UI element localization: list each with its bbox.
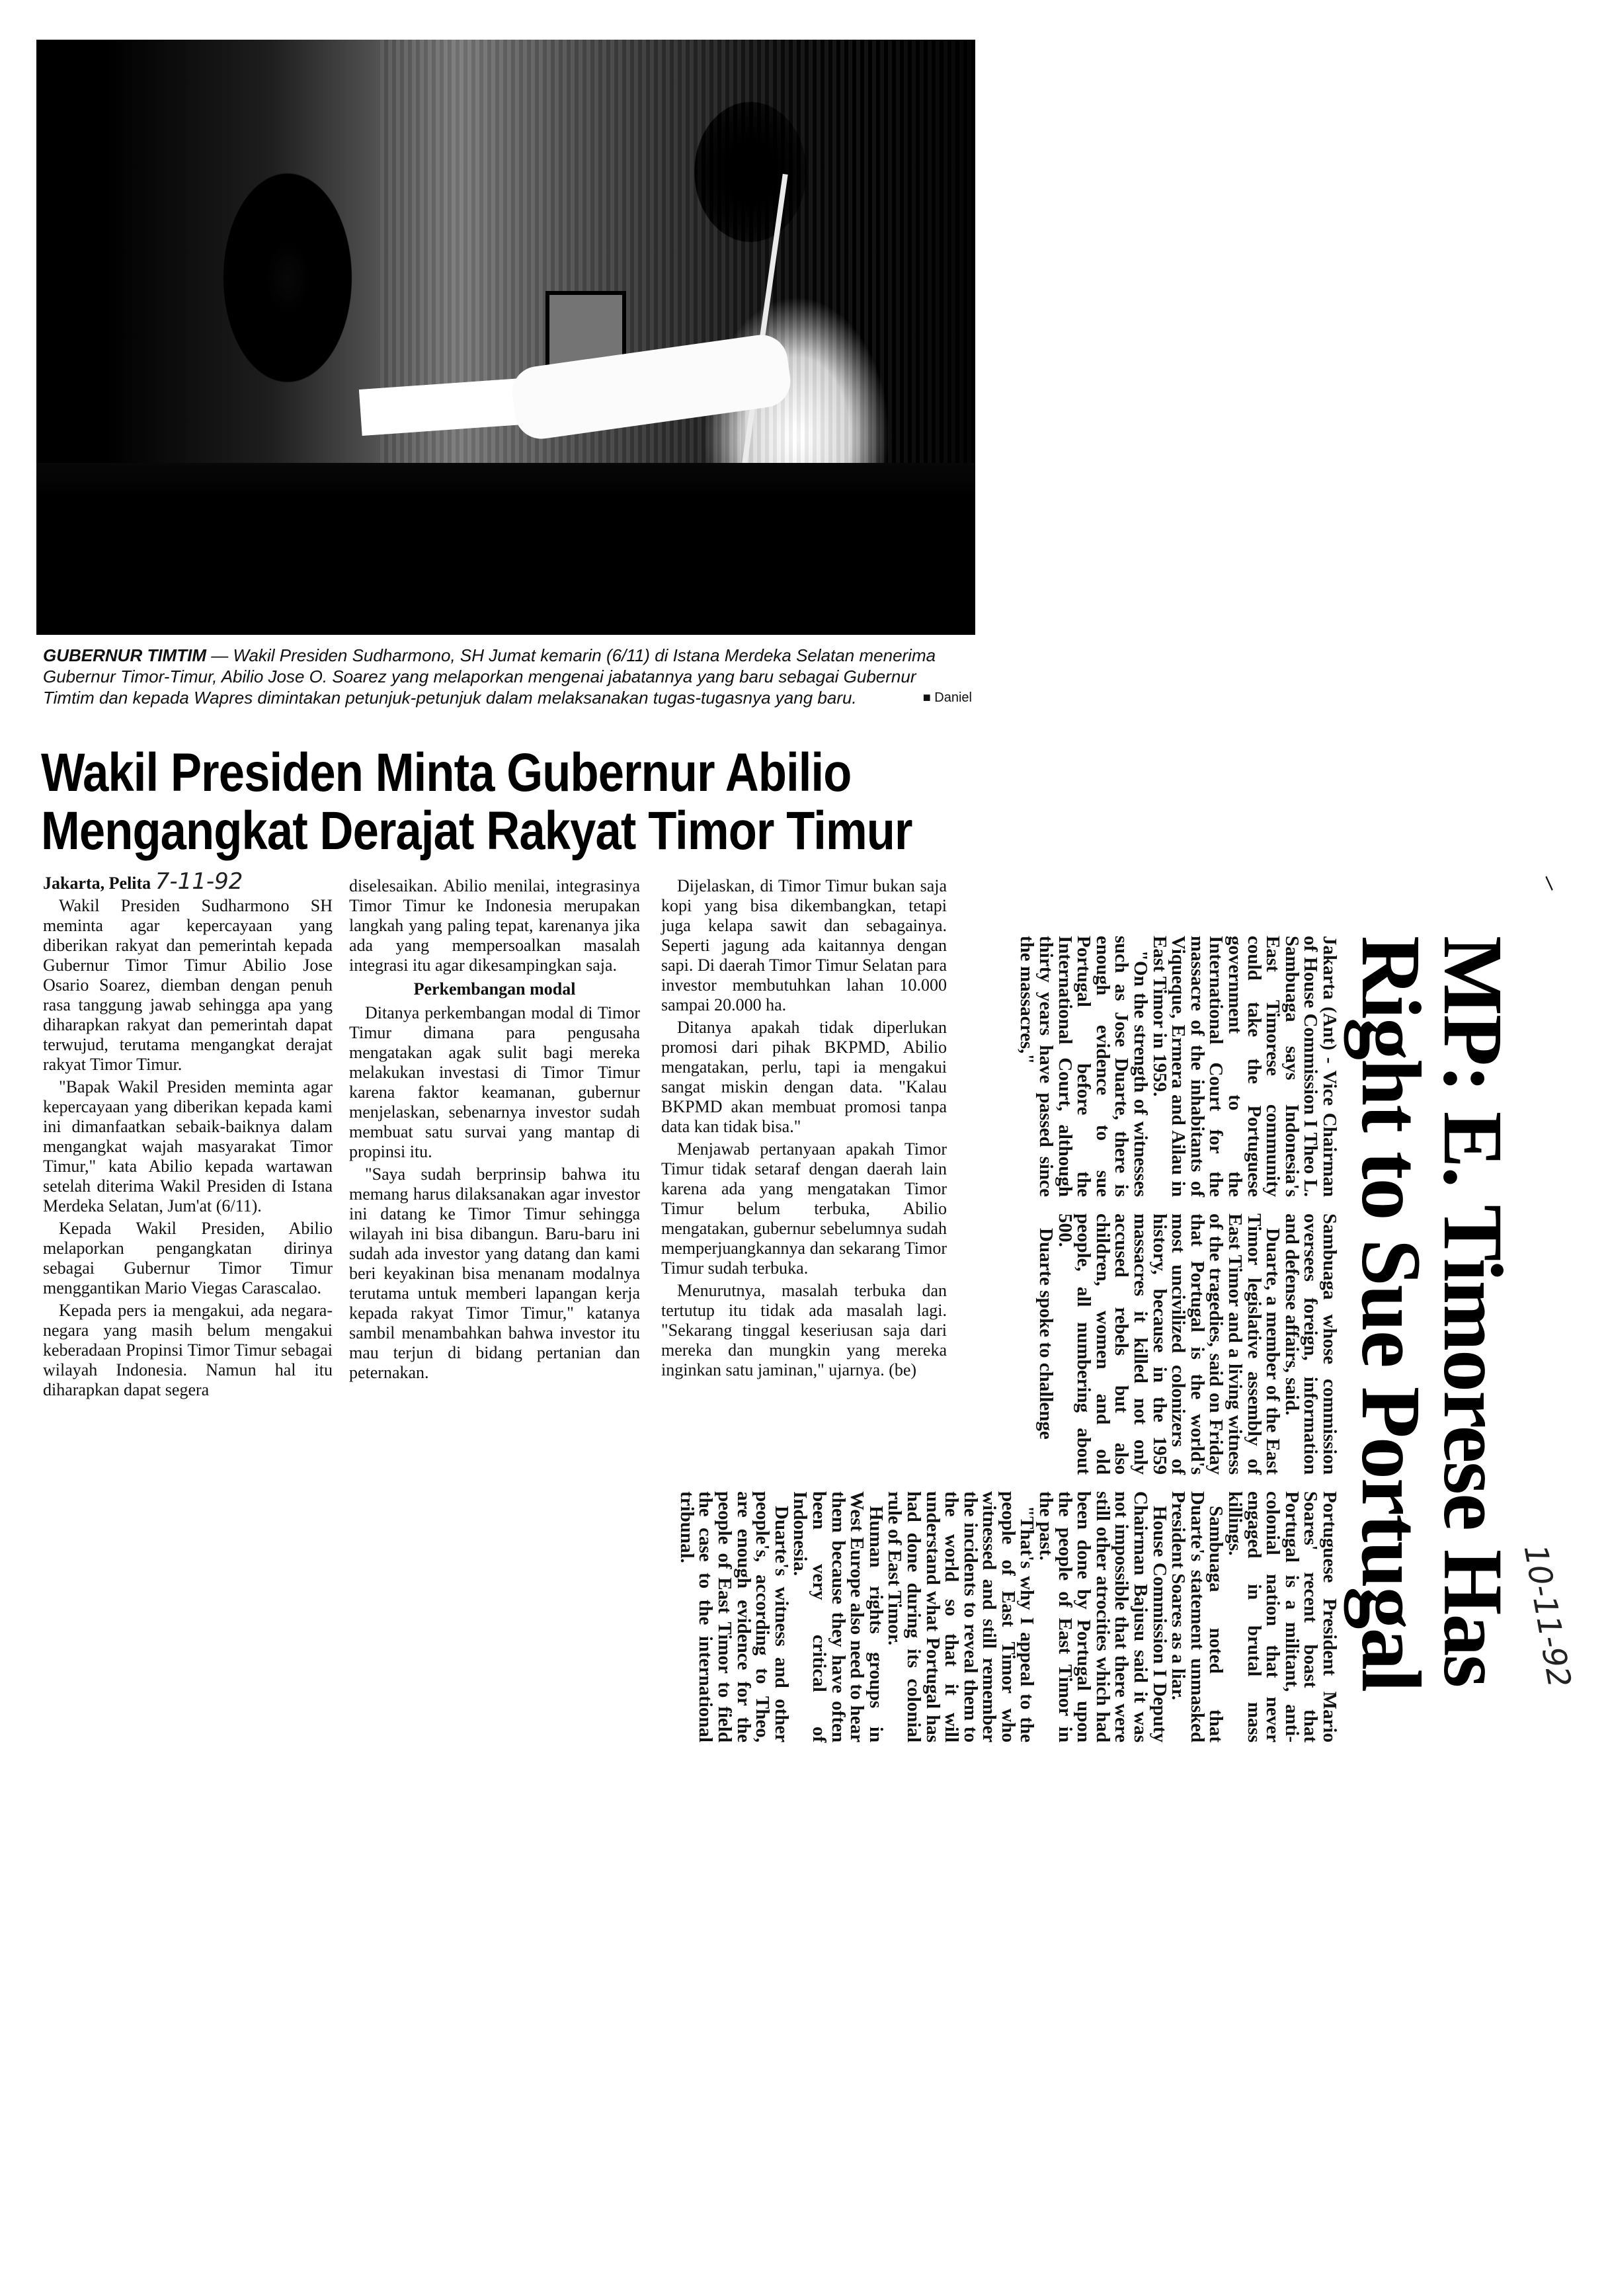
handwritten-date: 7-11-92 <box>155 868 243 895</box>
paragraph: House Commission I Deputy Chairman Bajusu said it was not impossible that there were still other atrocities which had been done by Portugal upon the people of East Timor in the past. <box>1035 1491 1170 1742</box>
paragraph: Menurutnya, masalah terbuka dan tertutup itu tidak ada masalah lagi. "Sekarang tinggal keseriusan saja dari mereka dan mungkin yang mereka inginkan satu jaminan," ujarnya. (be) <box>661 1281 947 1379</box>
headline-en-line2: Right to Sue Portugal <box>1344 936 1438 1691</box>
headline-line2: Mengangkat Derajat Rakyat Timor Timur <box>41 801 912 861</box>
paragraph: Jakarta (Ant) - Vice Chairman of House Commission I Theo L. Sambuaga says Indonesia's East Timorese community could take the Portuguese government to the International Court for the massacre of the inhabitants of Viqueque, Ermera and Ailau in East Timor in 1959. <box>1148 936 1340 1197</box>
stray-mark: / <box>1541 874 1559 894</box>
paragraph: Kepada Wakil Presiden, Abilio melaporkan pengangkatan dirinya sebagai Gubernur Timor Timur menggantikan Mario Viegas Carascalao. <box>43 1219 333 1297</box>
article-en-col3 <box>677 1491 1339 1742</box>
article-en <box>542 922 1578 1749</box>
paragraph: Menjawab pertanyaan apakah Timor Timur tidak setaraf dengan daerah lain karena ada yang mengatakan Timor Timur belum terbuka, Abilio mengatakan, gubernur sebelumnya sudah memperjuangkannya dan sekarang Timor Timur sudah terbuka. <box>661 1139 947 1278</box>
dateline-text: Jakarta, Pelita <box>43 874 151 893</box>
caption-credit: ■ Daniel <box>922 690 972 705</box>
paragraph: Sambuaga noted that Duarte's statement unmasked President Soares as a liar. <box>1168 1491 1227 1742</box>
article-en-col2 <box>1037 1213 1340 1475</box>
handwritten-date-en: 10-11-92 <box>1516 1541 1578 1691</box>
paragraph: "Saya sudah berprinsip bahwa itu memang harus dilaksanakan agar investor ini datang ke Timor Timur sehingga wilayah ini bisa dibangun. Baru-baru ini sudah ada investor yang datang dan kami beri keyakinan bisa menanam modalnya terutama untuk memberi lapangan kerja kepada rakyat Timor Timur," katanya sambil menambahkan bahwa investor itu mau terjun di bidang pertanian dan peternakan. <box>349 1165 640 1382</box>
paragraph: Ditanya perkembangan modal di Timor Timur dimana para pengusaha mengatakan agak sulit bagi mereka melakukan investasi di Timor Timur karena faktor keamanan, gubernur menjelaskan, sebenarnya investor sudah membuat satu survai yang mantap di propinsi itu. <box>349 1003 640 1161</box>
photo-desk <box>36 463 975 635</box>
news-photo <box>36 40 975 635</box>
headline-en-line1: MP: E. Timorese Has <box>1426 936 1520 1687</box>
paragraph: "That's why I appeal to the people of East Timor who witnessed and still remember the incidents to reveal them to the world so that it will understand what Portugal has had done during its colonial rule of East Timor. <box>884 1491 1038 1742</box>
photo-caption <box>43 645 972 708</box>
paragraph: Ditanya apakah tidak diperlukan promosi dari pihak BKPMD, Abilio mengatakan, perlu, tapi ia mengakui sangat miskin dengan data. "Kalau BKPMD akan membuat promosi tanpa data kan tidak bisa." <box>661 1018 947 1136</box>
paragraph: Human rights groups in West Europe also need to hear them because they have often been very critical of Indonesia. <box>789 1491 887 1742</box>
caption-label: GUBERNUR TIMTIM <box>43 645 206 665</box>
paragraph: Duarte spoke to challenge <box>1035 1228 1057 1440</box>
paragraph: diselesaikan. Abilio menilai, integrasinya Timor Timur ke Indonesia merupakan langkah yang paling tepat, karenanya jika ada yang mempersoalkan masalah integrasi itu agar dikesampingkan saja. <box>349 876 640 975</box>
caption-text: — Wakil Presiden Sudharmono, SH Jumat kemarin (6/11) di Istana Merdeka Selatan menerima Gubernur Timor-Timur, Abilio Jose O. Soarez yang melaporkan mengenai jabatannya yang baru sebagai Gubernur Timtim dan kepada Wapres dimintakan petunjuk-petunjuk dalam melaksanakan tugas-tugasnya yang baru. <box>43 645 936 708</box>
paragraph: "Bapak Wakil Presiden meminta agar kepercayaan yang diberikan kepada kami ini dimanfaatkan sebaik-baiknya dalam mengangkat wajah masyarakat Timor Timur," kata Abilio kepada wartawan setelah diterima Wakil Presiden di Istana Merdeka Selatan, Jum'at (6/11). <box>43 1077 333 1215</box>
subheading: Perkembangan modal <box>413 979 576 999</box>
paragraph: Sambuaga whose commission oversees foreign, information and defense affairs, said. <box>1281 1213 1340 1475</box>
article-en-rotated <box>542 922 1578 1749</box>
paragraph: Duarte's witness and other people's, according to Theo, are enough evidence for the people of East Timor to field the case to the international tribunal. <box>676 1491 792 1742</box>
paragraph: Duarte, a member of the East Timor legislative assembly of East Timor and a living witness of the tragedies, said on Friday that Portugal is the world's most uncivilized colonizers of history, because in the 1959 massacres it killed not only accused rebels but also children, women and old people, all numbering about 500. <box>1054 1213 1284 1475</box>
paragraph: Kepada pers ia mengakui, ada negara-negara yang masih belum mengakui keberadaan Propinsi Timor Timur sebagai wilayah Indonesia. Namun hal itu diharapkan dapat segera <box>43 1301 333 1399</box>
paragraph: Dijelaskan, di Timor Timur bukan saja kopi yang bisa dikembangkan, tetapi juga kelapa sawit dan sebagainya. Seperti jagung ada kaitannya dengan sapi. Di daerah Timor Timur Selatan para investor membutuhkan lahan 10.000 sampai 20.000 ha. <box>661 876 947 1014</box>
article-en-col1 <box>1018 936 1339 1197</box>
paragraph: Wakil Presiden Sudharmono SH meminta agar kepercayaan yang diberikan rakyat dan pemerintah kepada Gubernur Timor Timur Abilio Jose Osario Soarez, diemban dengan penuh rasa tanggung jawab sehingga apa yang diharapkan rakyat dan pemerintah dapat terwujud, terutama mengangkat derajat rakyat Timor Timur. <box>43 896 333 1074</box>
headline-line1: Wakil Presiden Minta Gubernur Abilio <box>41 743 852 803</box>
article-id-col1 <box>43 868 333 1403</box>
headline-en <box>1344 936 1520 1756</box>
headline-id <box>41 744 979 860</box>
paragraph: Portuguese President Mario Soares' recent boast that Portugal is a militant, anti-colonial nation that never engaged in brutal mass killings. <box>1225 1491 1340 1742</box>
dateline <box>43 868 333 895</box>
paragraph: "On the strength of witnesses such as Jose Duarte, there is enough evidence to sue Portugal before the International Court, although thirty years have passed since the massacres," <box>1016 936 1152 1197</box>
